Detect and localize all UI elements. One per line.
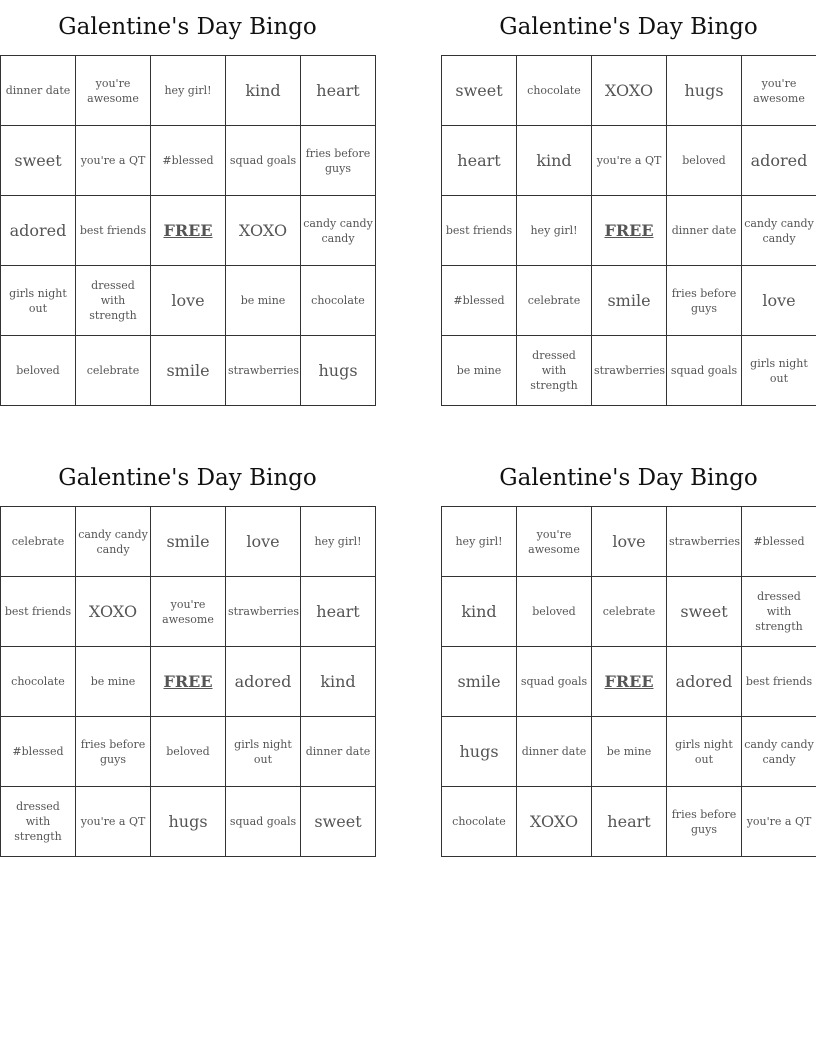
bingo-cell: love xyxy=(592,507,667,577)
bingo-row xyxy=(442,787,816,857)
bingo-cell: hugs xyxy=(667,56,742,126)
bingo-cell: smile xyxy=(592,266,667,336)
bingo-cell: XOXO xyxy=(76,577,151,647)
bingo-cell: sweet xyxy=(667,577,742,647)
bingo-cell: adored xyxy=(1,196,76,266)
bingo-cell: hugs xyxy=(301,336,376,406)
bingo-cell: you're awesome xyxy=(151,577,226,647)
bingo-cell: squad goals xyxy=(517,647,592,717)
free-space: FREE xyxy=(151,196,226,266)
bingo-cell: smile xyxy=(442,647,517,717)
bingo-cell: best friends xyxy=(442,196,517,266)
bingo-row xyxy=(1,787,376,857)
bingo-cell: dinner date xyxy=(301,717,376,787)
bingo-cell: girls night out xyxy=(226,717,301,787)
bingo-cell: heart xyxy=(301,56,376,126)
bingo-row xyxy=(1,507,376,577)
bingo-cell: best friends xyxy=(742,647,816,717)
bingo-cell: kind xyxy=(301,647,376,717)
bingo-cell: beloved xyxy=(1,336,76,406)
bingo-row xyxy=(1,266,376,336)
bingo-cell: squad goals xyxy=(667,336,742,406)
bingo-cell: kind xyxy=(517,126,592,196)
bingo-grid xyxy=(441,506,816,857)
bingo-cell: adored xyxy=(226,647,301,717)
bingo-cell: hugs xyxy=(151,787,226,857)
bingo-row xyxy=(442,266,816,336)
bingo-cell: fries before guys xyxy=(667,787,742,857)
bingo-cell: beloved xyxy=(667,126,742,196)
bingo-cell: candy candy candy xyxy=(301,196,376,266)
bingo-cell: strawberries xyxy=(667,507,742,577)
bingo-cell: heart xyxy=(301,577,376,647)
bingo-cell: fries before guys xyxy=(301,126,376,196)
bingo-cell: #blessed xyxy=(742,507,816,577)
bingo-row xyxy=(1,56,376,126)
bingo-row xyxy=(442,647,816,717)
bingo-cell: dressed with strength xyxy=(1,787,76,857)
card-title: Galentine's Day Bingo xyxy=(499,14,758,40)
bingo-row xyxy=(442,336,816,406)
bingo-row xyxy=(442,196,816,266)
bingo-cell: chocolate xyxy=(301,266,376,336)
bingo-cell: celebrate xyxy=(517,266,592,336)
bingo-row xyxy=(442,126,816,196)
bingo-cell: girls night out xyxy=(742,336,816,406)
bingo-grid xyxy=(441,55,816,406)
bingo-cell: you're a QT xyxy=(742,787,816,857)
card-title: Galentine's Day Bingo xyxy=(58,14,317,40)
bingo-cell: strawberries xyxy=(226,577,301,647)
bingo-cell: fries before guys xyxy=(667,266,742,336)
bingo-cell: girls night out xyxy=(1,266,76,336)
bingo-cell: hey girl! xyxy=(442,507,517,577)
bingo-cell: kind xyxy=(442,577,517,647)
bingo-cell: celebrate xyxy=(76,336,151,406)
free-space: FREE xyxy=(592,196,667,266)
bingo-cell: hey girl! xyxy=(517,196,592,266)
bingo-cell: strawberries xyxy=(226,336,301,406)
bingo-cell: dressed with strength xyxy=(517,336,592,406)
bingo-cell: hey girl! xyxy=(301,507,376,577)
bingo-cell: strawberries xyxy=(592,336,667,406)
bingo-cell: be mine xyxy=(442,336,517,406)
free-space: FREE xyxy=(592,647,667,717)
bingo-cell: heart xyxy=(592,787,667,857)
bingo-row xyxy=(1,126,376,196)
bingo-cell: you're a QT xyxy=(592,126,667,196)
bingo-cell: beloved xyxy=(151,717,226,787)
bingo-cell: you're awesome xyxy=(517,507,592,577)
bingo-row xyxy=(1,647,376,717)
bingo-cell: sweet xyxy=(442,56,517,126)
bingo-cell: adored xyxy=(667,647,742,717)
bingo-cell: chocolate xyxy=(1,647,76,717)
bingo-cell: chocolate xyxy=(517,56,592,126)
bingo-cell: squad goals xyxy=(226,126,301,196)
bingo-cell: be mine xyxy=(226,266,301,336)
bingo-cell: fries before guys xyxy=(76,717,151,787)
bingo-cell: candy candy candy xyxy=(742,717,816,787)
bingo-cell: be mine xyxy=(592,717,667,787)
bingo-cell: love xyxy=(742,266,816,336)
bingo-cell: dinner date xyxy=(517,717,592,787)
bingo-cell: candy candy candy xyxy=(742,196,816,266)
bingo-cell: sweet xyxy=(1,126,76,196)
bingo-cell: you're a QT xyxy=(76,126,151,196)
bingo-cell: squad goals xyxy=(226,787,301,857)
bingo-row xyxy=(442,577,816,647)
bingo-cell: smile xyxy=(151,336,226,406)
bingo-grid xyxy=(0,55,376,406)
bingo-cell: dressed with strength xyxy=(742,577,816,647)
bingo-cell: girls night out xyxy=(667,717,742,787)
bingo-cell: XOXO xyxy=(226,196,301,266)
bingo-grid xyxy=(0,506,376,857)
bingo-cell: candy candy candy xyxy=(76,507,151,577)
card-title: Galentine's Day Bingo xyxy=(58,465,317,491)
bingo-cell: chocolate xyxy=(442,787,517,857)
bingo-cell: you're awesome xyxy=(76,56,151,126)
bingo-row xyxy=(442,56,816,126)
bingo-cell: adored xyxy=(742,126,816,196)
bingo-row xyxy=(1,577,376,647)
bingo-cell: #blessed xyxy=(442,266,517,336)
bingo-cell: dinner date xyxy=(667,196,742,266)
bingo-cell: heart xyxy=(442,126,517,196)
bingo-cell: best friends xyxy=(1,577,76,647)
bingo-cell: dressed with strength xyxy=(76,266,151,336)
bingo-cell: XOXO xyxy=(592,56,667,126)
bingo-cell: love xyxy=(226,507,301,577)
bingo-cell: love xyxy=(151,266,226,336)
card-title: Galentine's Day Bingo xyxy=(499,465,758,491)
bingo-cell: best friends xyxy=(76,196,151,266)
bingo-row xyxy=(1,196,376,266)
bingo-row xyxy=(442,717,816,787)
bingo-cell: be mine xyxy=(76,647,151,717)
bingo-cell: beloved xyxy=(517,577,592,647)
bingo-cell: sweet xyxy=(301,787,376,857)
bingo-cell: celebrate xyxy=(592,577,667,647)
bingo-cell: #blessed xyxy=(151,126,226,196)
bingo-row xyxy=(442,507,816,577)
bingo-cell: hugs xyxy=(442,717,517,787)
bingo-row xyxy=(1,336,376,406)
bingo-cell: you're a QT xyxy=(76,787,151,857)
bingo-row xyxy=(1,717,376,787)
bingo-cell: smile xyxy=(151,507,226,577)
bingo-cell: you're awesome xyxy=(742,56,816,126)
bingo-cell: hey girl! xyxy=(151,56,226,126)
bingo-cell: XOXO xyxy=(517,787,592,857)
bingo-cell: dinner date xyxy=(1,56,76,126)
bingo-cell: #blessed xyxy=(1,717,76,787)
bingo-cell: celebrate xyxy=(1,507,76,577)
bingo-cell: kind xyxy=(226,56,301,126)
free-space: FREE xyxy=(151,647,226,717)
